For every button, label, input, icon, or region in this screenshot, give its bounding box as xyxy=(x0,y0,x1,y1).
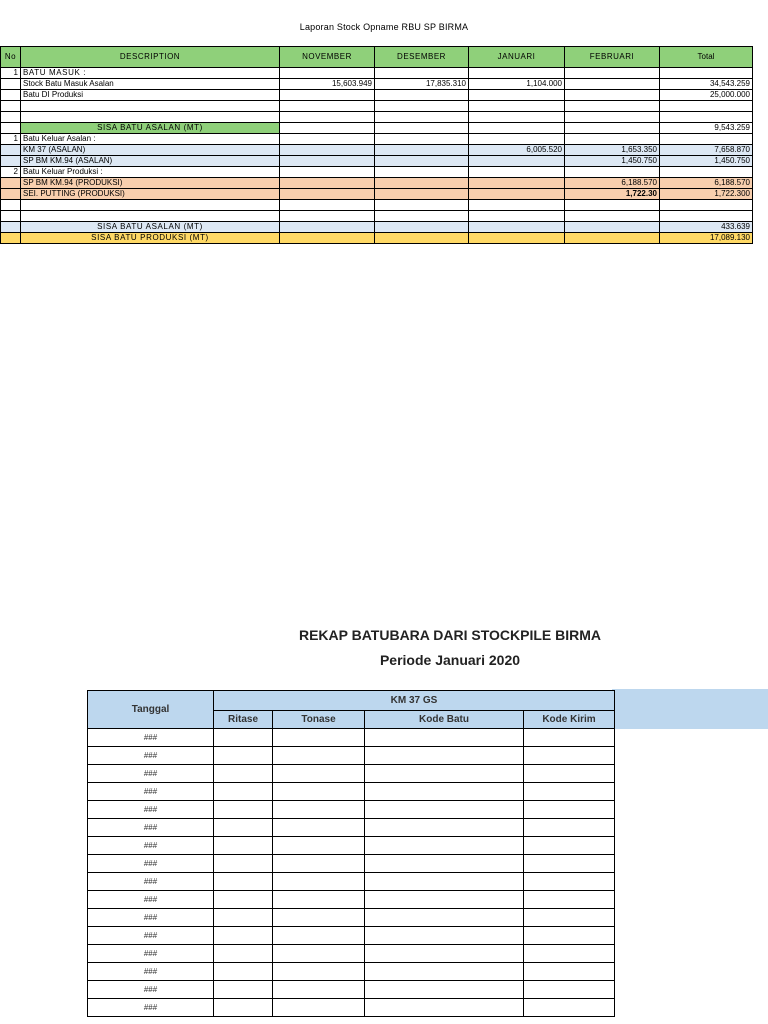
empty-cell xyxy=(273,963,365,981)
empty-cell xyxy=(365,927,524,945)
col-header-desember: DESEMBER xyxy=(375,47,469,68)
tanggal-cell: ### xyxy=(88,927,214,945)
row-description: Batu DI Produksi xyxy=(21,90,280,101)
table-row xyxy=(1,112,753,123)
table-row xyxy=(1,101,753,112)
rekap-table xyxy=(87,690,615,1017)
tanggal-cell: ### xyxy=(88,855,214,873)
cell-februari: 1,653.350 xyxy=(565,145,660,156)
col-header-tonase: Tonase xyxy=(273,711,365,729)
empty-cell xyxy=(214,837,273,855)
row-description: SISA BATU PRODUKSI (MT) xyxy=(21,233,280,244)
table-row xyxy=(1,222,753,233)
empty-cell xyxy=(524,945,615,963)
table-row xyxy=(88,837,615,855)
empty-cell xyxy=(273,927,365,945)
table-row xyxy=(1,189,753,200)
table-row xyxy=(1,134,753,145)
row-description: SISA BATU ASALAN (MT) xyxy=(21,123,280,134)
empty-cell xyxy=(524,855,615,873)
empty-cell xyxy=(214,855,273,873)
table-row xyxy=(1,167,753,178)
empty-cell xyxy=(273,819,365,837)
row-no: 1 xyxy=(1,68,21,79)
row-no: 1 xyxy=(1,134,21,145)
cell-total: 34,543.259 xyxy=(660,79,753,90)
col-header-total: Total xyxy=(660,47,753,68)
tanggal-cell: ### xyxy=(88,747,214,765)
table-row xyxy=(88,999,615,1017)
table-row xyxy=(88,747,615,765)
tanggal-cell: ### xyxy=(88,909,214,927)
row-description: Batu Keluar Produksi : xyxy=(21,167,280,178)
empty-cell xyxy=(214,801,273,819)
empty-cell xyxy=(273,945,365,963)
empty-cell xyxy=(273,891,365,909)
cell-total: 17,089.130 xyxy=(660,233,753,244)
row-description: BATU MASUK : xyxy=(21,68,280,79)
empty-cell xyxy=(214,765,273,783)
empty-cell xyxy=(365,819,524,837)
cell-total: 1,450.750 xyxy=(660,156,753,167)
empty-cell xyxy=(524,837,615,855)
row-description: SP BM KM.94 (ASALAN) xyxy=(21,156,280,167)
table-row xyxy=(88,927,615,945)
empty-cell xyxy=(214,999,273,1017)
rekap-title: REKAP BATUBARA DARI STOCKPILE BIRMA xyxy=(298,627,602,643)
tanggal-cell: ### xyxy=(88,945,214,963)
empty-cell xyxy=(214,783,273,801)
table-row xyxy=(88,801,615,819)
col-header-group: KM 37 GS xyxy=(214,691,615,711)
cell-total: 9,543.259 xyxy=(660,123,753,134)
row-description: SEI. PUTTING (PRODUKSI) xyxy=(21,189,280,200)
empty-cell xyxy=(214,873,273,891)
empty-cell xyxy=(273,981,365,999)
table-row xyxy=(88,783,615,801)
col-header-ritase: Ritase xyxy=(214,711,273,729)
empty-cell xyxy=(365,891,524,909)
table-row xyxy=(88,945,615,963)
table-row xyxy=(88,873,615,891)
row-description: Stock Batu Masuk Asalan xyxy=(21,79,280,90)
empty-cell xyxy=(214,891,273,909)
tanggal-cell: ### xyxy=(88,963,214,981)
empty-cell xyxy=(365,837,524,855)
cell-total: 433.639 xyxy=(660,222,753,233)
header-fill-strip xyxy=(612,689,768,729)
empty-cell xyxy=(214,747,273,765)
empty-cell xyxy=(273,801,365,819)
empty-cell xyxy=(273,783,365,801)
table-row xyxy=(88,963,615,981)
empty-cell xyxy=(365,909,524,927)
report-title: Laporan Stock Opname RBU SP BIRMA xyxy=(299,22,469,32)
cell-februari: 1,722.30 xyxy=(565,189,660,200)
empty-cell xyxy=(214,909,273,927)
table-row xyxy=(88,981,615,999)
cell-desember: 17,835.310 xyxy=(375,79,469,90)
col-header-november: NOVEMBER xyxy=(280,47,375,68)
cell-total: 6,188.570 xyxy=(660,178,753,189)
empty-cell xyxy=(365,801,524,819)
cell-januari: 6,005.520 xyxy=(469,145,565,156)
col-header-tanggal: Tanggal xyxy=(88,691,214,729)
tanggal-cell: ### xyxy=(88,729,214,747)
tanggal-cell: ### xyxy=(88,837,214,855)
table-row xyxy=(1,211,753,222)
empty-cell xyxy=(365,963,524,981)
cell-november: 15,603.949 xyxy=(280,79,375,90)
empty-cell xyxy=(365,729,524,747)
empty-cell xyxy=(365,981,524,999)
rekap-body xyxy=(88,729,615,1017)
empty-cell xyxy=(273,873,365,891)
empty-cell xyxy=(524,909,615,927)
cell-total: 1,722.300 xyxy=(660,189,753,200)
col-header-kode-kirim: Kode Kirim xyxy=(524,711,615,729)
empty-cell xyxy=(365,873,524,891)
empty-cell xyxy=(273,747,365,765)
table-row xyxy=(1,68,753,79)
tanggal-cell: ### xyxy=(88,801,214,819)
row-description: Batu Keluar Asalan : xyxy=(21,134,280,145)
tanggal-cell: ### xyxy=(88,819,214,837)
cell-total: 25,000.000 xyxy=(660,90,753,101)
empty-cell xyxy=(524,765,615,783)
empty-cell xyxy=(524,981,615,999)
table-row xyxy=(1,79,753,90)
row-description: KM 37 (ASALAN) xyxy=(21,145,280,156)
tanggal-cell: ### xyxy=(88,981,214,999)
tanggal-cell: ### xyxy=(88,765,214,783)
table-row xyxy=(88,765,615,783)
empty-cell xyxy=(214,819,273,837)
table-header-row xyxy=(1,47,753,68)
row-description: SP BM KM.94 (PRODUKSI) xyxy=(21,178,280,189)
rekap-period: Periode Januari 2020 xyxy=(379,652,521,668)
empty-cell xyxy=(524,927,615,945)
col-header-februari: FEBRUARI xyxy=(565,47,660,68)
cell-februari: 1,450.750 xyxy=(565,156,660,167)
empty-cell xyxy=(524,801,615,819)
table-row xyxy=(88,891,615,909)
table-row xyxy=(1,145,753,156)
empty-cell xyxy=(273,909,365,927)
table-row xyxy=(1,90,753,101)
empty-cell xyxy=(214,963,273,981)
empty-cell xyxy=(365,999,524,1017)
stock-opname-table xyxy=(0,46,753,244)
cell-februari: 6,188.570 xyxy=(565,178,660,189)
empty-cell xyxy=(524,891,615,909)
col-header-description: DESCRIPTION xyxy=(21,47,280,68)
empty-cell xyxy=(524,729,615,747)
empty-cell xyxy=(273,729,365,747)
empty-cell xyxy=(524,999,615,1017)
rekap-header-row xyxy=(88,691,615,711)
empty-cell xyxy=(365,783,524,801)
table-row xyxy=(88,819,615,837)
empty-cell xyxy=(365,747,524,765)
tanggal-cell: ### xyxy=(88,999,214,1017)
empty-cell xyxy=(273,855,365,873)
empty-cell xyxy=(365,945,524,963)
empty-cell xyxy=(524,819,615,837)
table-row xyxy=(1,123,753,134)
table-row xyxy=(1,178,753,189)
empty-cell xyxy=(214,927,273,945)
empty-cell xyxy=(273,999,365,1017)
empty-cell xyxy=(524,747,615,765)
row-no: 2 xyxy=(1,167,21,178)
empty-cell xyxy=(524,963,615,981)
tanggal-cell: ### xyxy=(88,873,214,891)
empty-cell xyxy=(214,729,273,747)
tanggal-cell: ### xyxy=(88,783,214,801)
cell-januari: 1,104.000 xyxy=(469,79,565,90)
table-row xyxy=(88,909,615,927)
empty-cell xyxy=(524,783,615,801)
tanggal-cell: ### xyxy=(88,891,214,909)
col-header-kode-batu: Kode Batu xyxy=(365,711,524,729)
row-description: SISA BATU ASALAN (MT) xyxy=(21,222,280,233)
empty-cell xyxy=(273,837,365,855)
empty-cell xyxy=(214,945,273,963)
empty-cell xyxy=(524,873,615,891)
cell-total: 7,658.870 xyxy=(660,145,753,156)
col-header-no: No xyxy=(1,47,21,68)
empty-cell xyxy=(273,765,365,783)
table-row xyxy=(88,729,615,747)
table-row xyxy=(1,233,753,244)
empty-cell xyxy=(365,855,524,873)
table-row xyxy=(88,855,615,873)
col-header-januari: JANUARI xyxy=(469,47,565,68)
empty-cell xyxy=(214,981,273,999)
table-row xyxy=(1,156,753,167)
empty-cell xyxy=(365,765,524,783)
table-row xyxy=(1,200,753,211)
